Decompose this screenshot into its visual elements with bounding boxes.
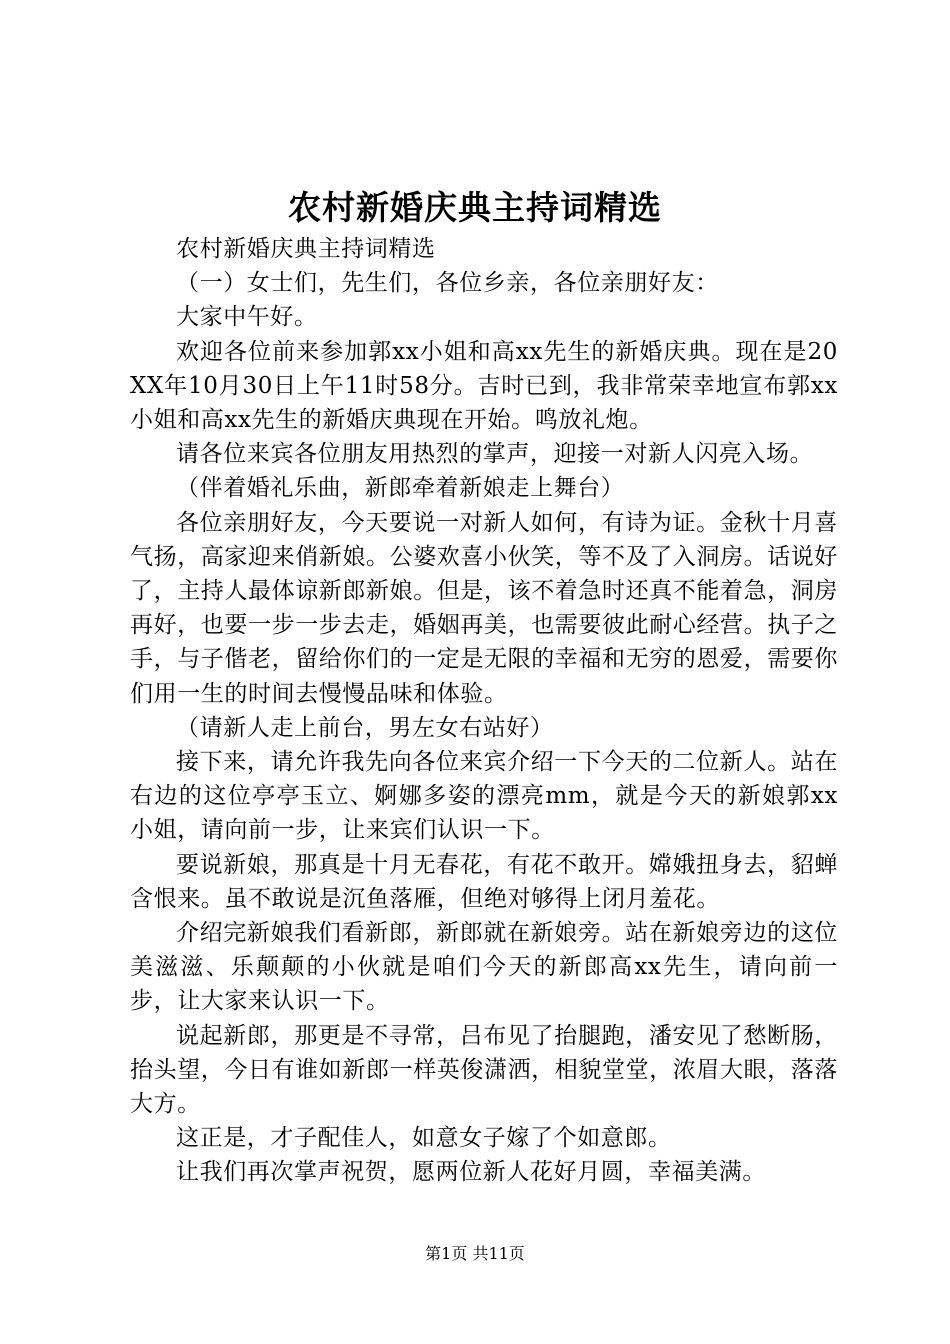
page-footer: 第1页 共11页: [425, 1244, 525, 1263]
paragraph-stage-note-music: （伴着婚礼乐曲，新郎牵着新娘走上舞台）: [176, 475, 625, 502]
document-body: [130, 232, 838, 1190]
document-title: 农村新婚庆典主持词精选: [288, 188, 662, 227]
paragraph-introduce-groom: 介绍完新娘我们看新郎，新郎就在新娘旁。站在新娘旁边的这位美滋滋、乐颠颠的小伙就是咱们今天的新郎高xx先生，请向前一步，让大家来认识一下。: [130, 920, 838, 1015]
paragraph-welcome: 欢迎各位前来参加郭xx小姐和高xx先生的新婚庆典。现在是20XX年10月30日上午11时58分。吉时已到，我非常荣幸地宣布郭xx小姐和高xx先生的新婚庆典现在开始。鸣放礼炮。: [130, 338, 838, 434]
paragraph-greeting: （一）女士们，先生们，各位乡亲，各位亲朋好友：: [176, 270, 719, 297]
paragraph-stage-note-positions: （请新人走上前台，男左女右站好）: [176, 714, 554, 741]
paragraph-perfect-match: 这正是，才子配佳人，如意女子嫁了个如意郎。: [176, 1125, 672, 1152]
paragraph-poem: 各位亲朋好友，今天要说一对新人如何，有诗为证。金秋十月喜气扬，高家迎来俏新娘。公婆欢喜小伙笑，等不及了入洞房。话说好了，主持人最体谅新郎新娘。但是，该不着急时还真不能着急，洞房再好，也要一步一步去走，婚姻再美，也需要彼此耐心经营。执子之手，与子偕老，留给你们的一定是无限的幸福和无穷的恩爱，需要你们用一生的时间去慢慢品味和体验。: [130, 509, 838, 707]
paragraph-praise-groom: 说起新郎，那更是不寻常，吕布见了抬腿跑，潘安见了愁断肠，抬头望，今日有谁如新郎一样英俊潇洒，相貌堂堂，浓眉大眼，落落大方。: [130, 1022, 838, 1118]
paragraph-applause-entrance: 请各位来宾各位朋友用热烈的掌声，迎接一对新人闪亮入场。: [176, 441, 814, 468]
paragraph-praise-bride: 要说新娘，那真是十月无春花，有花不敢开。嫦娥扭身去，貂蝉含恨来。虽不敢说是沉鱼落雁，但绝对够得上闭月羞花。: [130, 851, 838, 912]
paragraph-good-noon: 大家中午好。: [176, 304, 318, 331]
paragraph-subtitle: 农村新婚庆典主持词精选: [176, 236, 436, 262]
paragraph-final-blessing: 让我们再次掌声祝贺，愿两位新人花好月圆，幸福美满。: [176, 1159, 766, 1186]
paragraph-introduce-bride: 接下来，请允许我先向各位来宾介绍一下今天的二位新人。站在右边的这位亭亭玉立、婀娜多姿的漂亮mm，就是今天的新娘郭xx小姐，请向前一步，让来宾们认识一下。: [130, 749, 838, 844]
